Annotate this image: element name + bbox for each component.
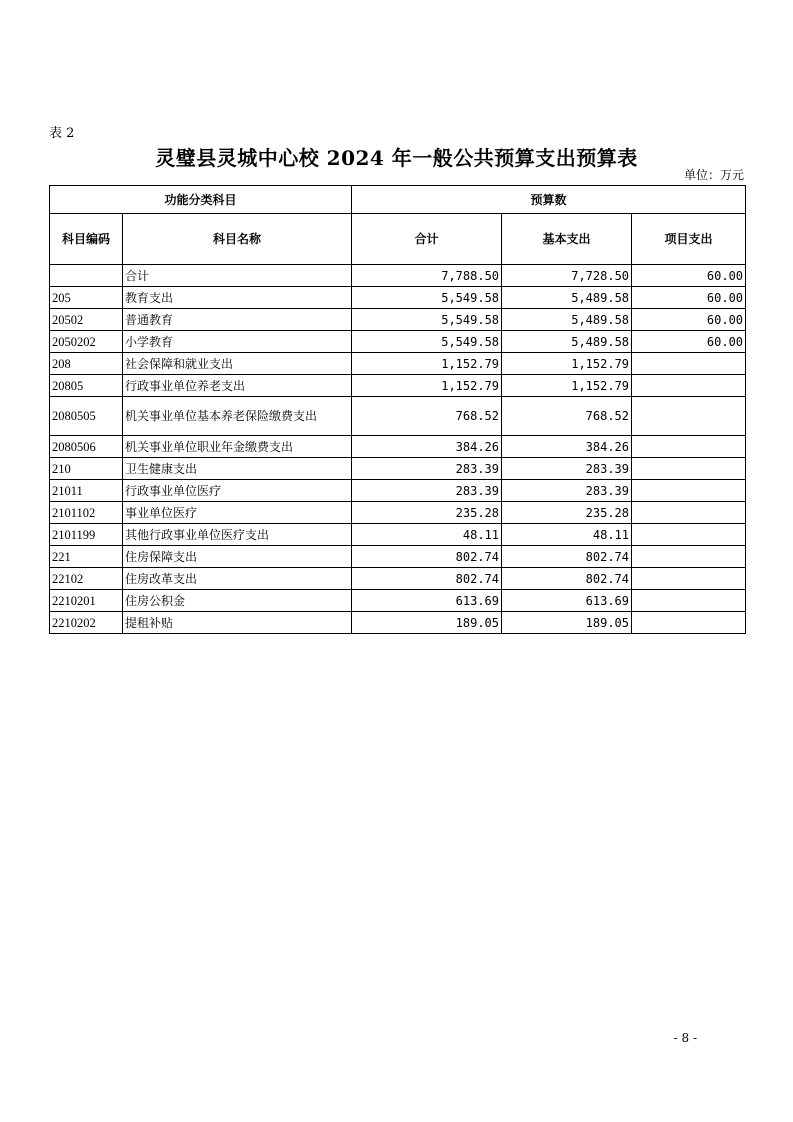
table-row — [50, 309, 746, 331]
cell-code — [50, 265, 123, 287]
cell-name: 教育支出 — [123, 287, 352, 309]
cell-code: 20805 — [50, 375, 123, 397]
header-column-row — [50, 214, 746, 265]
header-function-class: 功能分类科目 — [50, 186, 352, 214]
cell-name: 合计 — [123, 265, 352, 287]
cell-project — [632, 612, 746, 634]
cell-total: 235.28 — [352, 502, 502, 524]
cell-name: 卫生健康支出 — [123, 458, 352, 480]
header-budget-amount: 预算数 — [352, 186, 746, 214]
cell-project — [632, 458, 746, 480]
table-row — [50, 546, 746, 568]
cell-basic: 235.28 — [502, 502, 632, 524]
cell-basic: 802.74 — [502, 568, 632, 590]
cell-name: 其他行政事业单位医疗支出 — [123, 524, 352, 546]
cell-project: 60.00 — [632, 331, 746, 353]
cell-total: 768.52 — [352, 397, 502, 436]
table-row — [50, 502, 746, 524]
cell-basic: 283.39 — [502, 480, 632, 502]
cell-basic: 5,489.58 — [502, 309, 632, 331]
header-code: 科目编码 — [50, 214, 123, 265]
cell-name: 住房保障支出 — [123, 546, 352, 568]
table-row — [50, 590, 746, 612]
cell-project: 60.00 — [632, 309, 746, 331]
header-group-row — [50, 186, 746, 214]
cell-project: 60.00 — [632, 287, 746, 309]
table-body — [50, 265, 746, 634]
cell-code: 2101102 — [50, 502, 123, 524]
cell-total: 5,549.58 — [352, 331, 502, 353]
cell-code: 20502 — [50, 309, 123, 331]
cell-total: 5,549.58 — [352, 287, 502, 309]
cell-name: 小学教育 — [123, 331, 352, 353]
budget-table — [49, 185, 746, 634]
cell-project — [632, 353, 746, 375]
header-basic: 基本支出 — [502, 214, 632, 265]
cell-basic: 5,489.58 — [502, 331, 632, 353]
cell-project: 60.00 — [632, 265, 746, 287]
cell-project — [632, 524, 746, 546]
cell-total: 189.05 — [352, 612, 502, 634]
cell-basic: 1,152.79 — [502, 353, 632, 375]
table-row — [50, 524, 746, 546]
cell-project — [632, 375, 746, 397]
table-label: 表 2 — [49, 126, 75, 141]
cell-total: 802.74 — [352, 568, 502, 590]
cell-total: 5,549.58 — [352, 309, 502, 331]
cell-name: 事业单位医疗 — [123, 502, 352, 524]
table-row — [50, 568, 746, 590]
cell-code: 2080506 — [50, 436, 123, 458]
table-row — [50, 612, 746, 634]
cell-basic: 283.39 — [502, 458, 632, 480]
cell-total: 613.69 — [352, 590, 502, 612]
cell-project — [632, 590, 746, 612]
cell-project — [632, 502, 746, 524]
cell-name: 普通教育 — [123, 309, 352, 331]
cell-total: 384.26 — [352, 436, 502, 458]
cell-basic: 189.05 — [502, 612, 632, 634]
cell-project — [632, 568, 746, 590]
cell-basic: 5,489.58 — [502, 287, 632, 309]
cell-total: 1,152.79 — [352, 375, 502, 397]
table-row — [50, 353, 746, 375]
cell-total: 283.39 — [352, 480, 502, 502]
table-row — [50, 375, 746, 397]
cell-name: 行政事业单位养老支出 — [123, 375, 352, 397]
cell-total: 7,788.50 — [352, 265, 502, 287]
cell-code: 2080505 — [50, 397, 123, 436]
cell-total: 802.74 — [352, 546, 502, 568]
table-row — [50, 397, 746, 436]
cell-name: 机关事业单位基本养老保险缴费支出 — [123, 397, 352, 436]
cell-code: 221 — [50, 546, 123, 568]
cell-name: 住房公积金 — [123, 590, 352, 612]
cell-project — [632, 436, 746, 458]
cell-total: 1,152.79 — [352, 353, 502, 375]
cell-basic: 1,152.79 — [502, 375, 632, 397]
cell-total: 48.11 — [352, 524, 502, 546]
cell-project — [632, 546, 746, 568]
cell-code: 2210202 — [50, 612, 123, 634]
cell-basic: 802.74 — [502, 546, 632, 568]
page-number: - 8 - — [673, 1031, 697, 1045]
cell-name: 机关事业单位职业年金缴费支出 — [123, 436, 352, 458]
cell-code: 2050202 — [50, 331, 123, 353]
cell-basic: 768.52 — [502, 397, 632, 436]
cell-name: 社会保障和就业支出 — [123, 353, 352, 375]
cell-name: 行政事业单位医疗 — [123, 480, 352, 502]
cell-code: 210 — [50, 458, 123, 480]
cell-total: 283.39 — [352, 458, 502, 480]
table-row — [50, 331, 746, 353]
cell-code: 2101199 — [50, 524, 123, 546]
cell-name: 住房改革支出 — [123, 568, 352, 590]
cell-name: 提租补贴 — [123, 612, 352, 634]
cell-basic: 613.69 — [502, 590, 632, 612]
header-total: 合计 — [352, 214, 502, 265]
cell-code: 2210201 — [50, 590, 123, 612]
cell-code: 208 — [50, 353, 123, 375]
cell-basic: 384.26 — [502, 436, 632, 458]
cell-code: 21011 — [50, 480, 123, 502]
table-row — [50, 436, 746, 458]
cell-basic: 48.11 — [502, 524, 632, 546]
cell-basic: 7,728.50 — [502, 265, 632, 287]
cell-project — [632, 397, 746, 436]
page-title: 灵璧县灵城中心校 2024 年一般公共预算支出预算表 — [155, 146, 638, 170]
cell-project — [632, 480, 746, 502]
table-row — [50, 287, 746, 309]
table-row — [50, 458, 746, 480]
table-row — [50, 480, 746, 502]
header-project: 项目支出 — [632, 214, 746, 265]
header-name: 科目名称 — [123, 214, 352, 265]
cell-code: 22102 — [50, 568, 123, 590]
table-row — [50, 265, 746, 287]
cell-code: 205 — [50, 287, 123, 309]
unit-label: 单位：万元 — [683, 168, 744, 182]
